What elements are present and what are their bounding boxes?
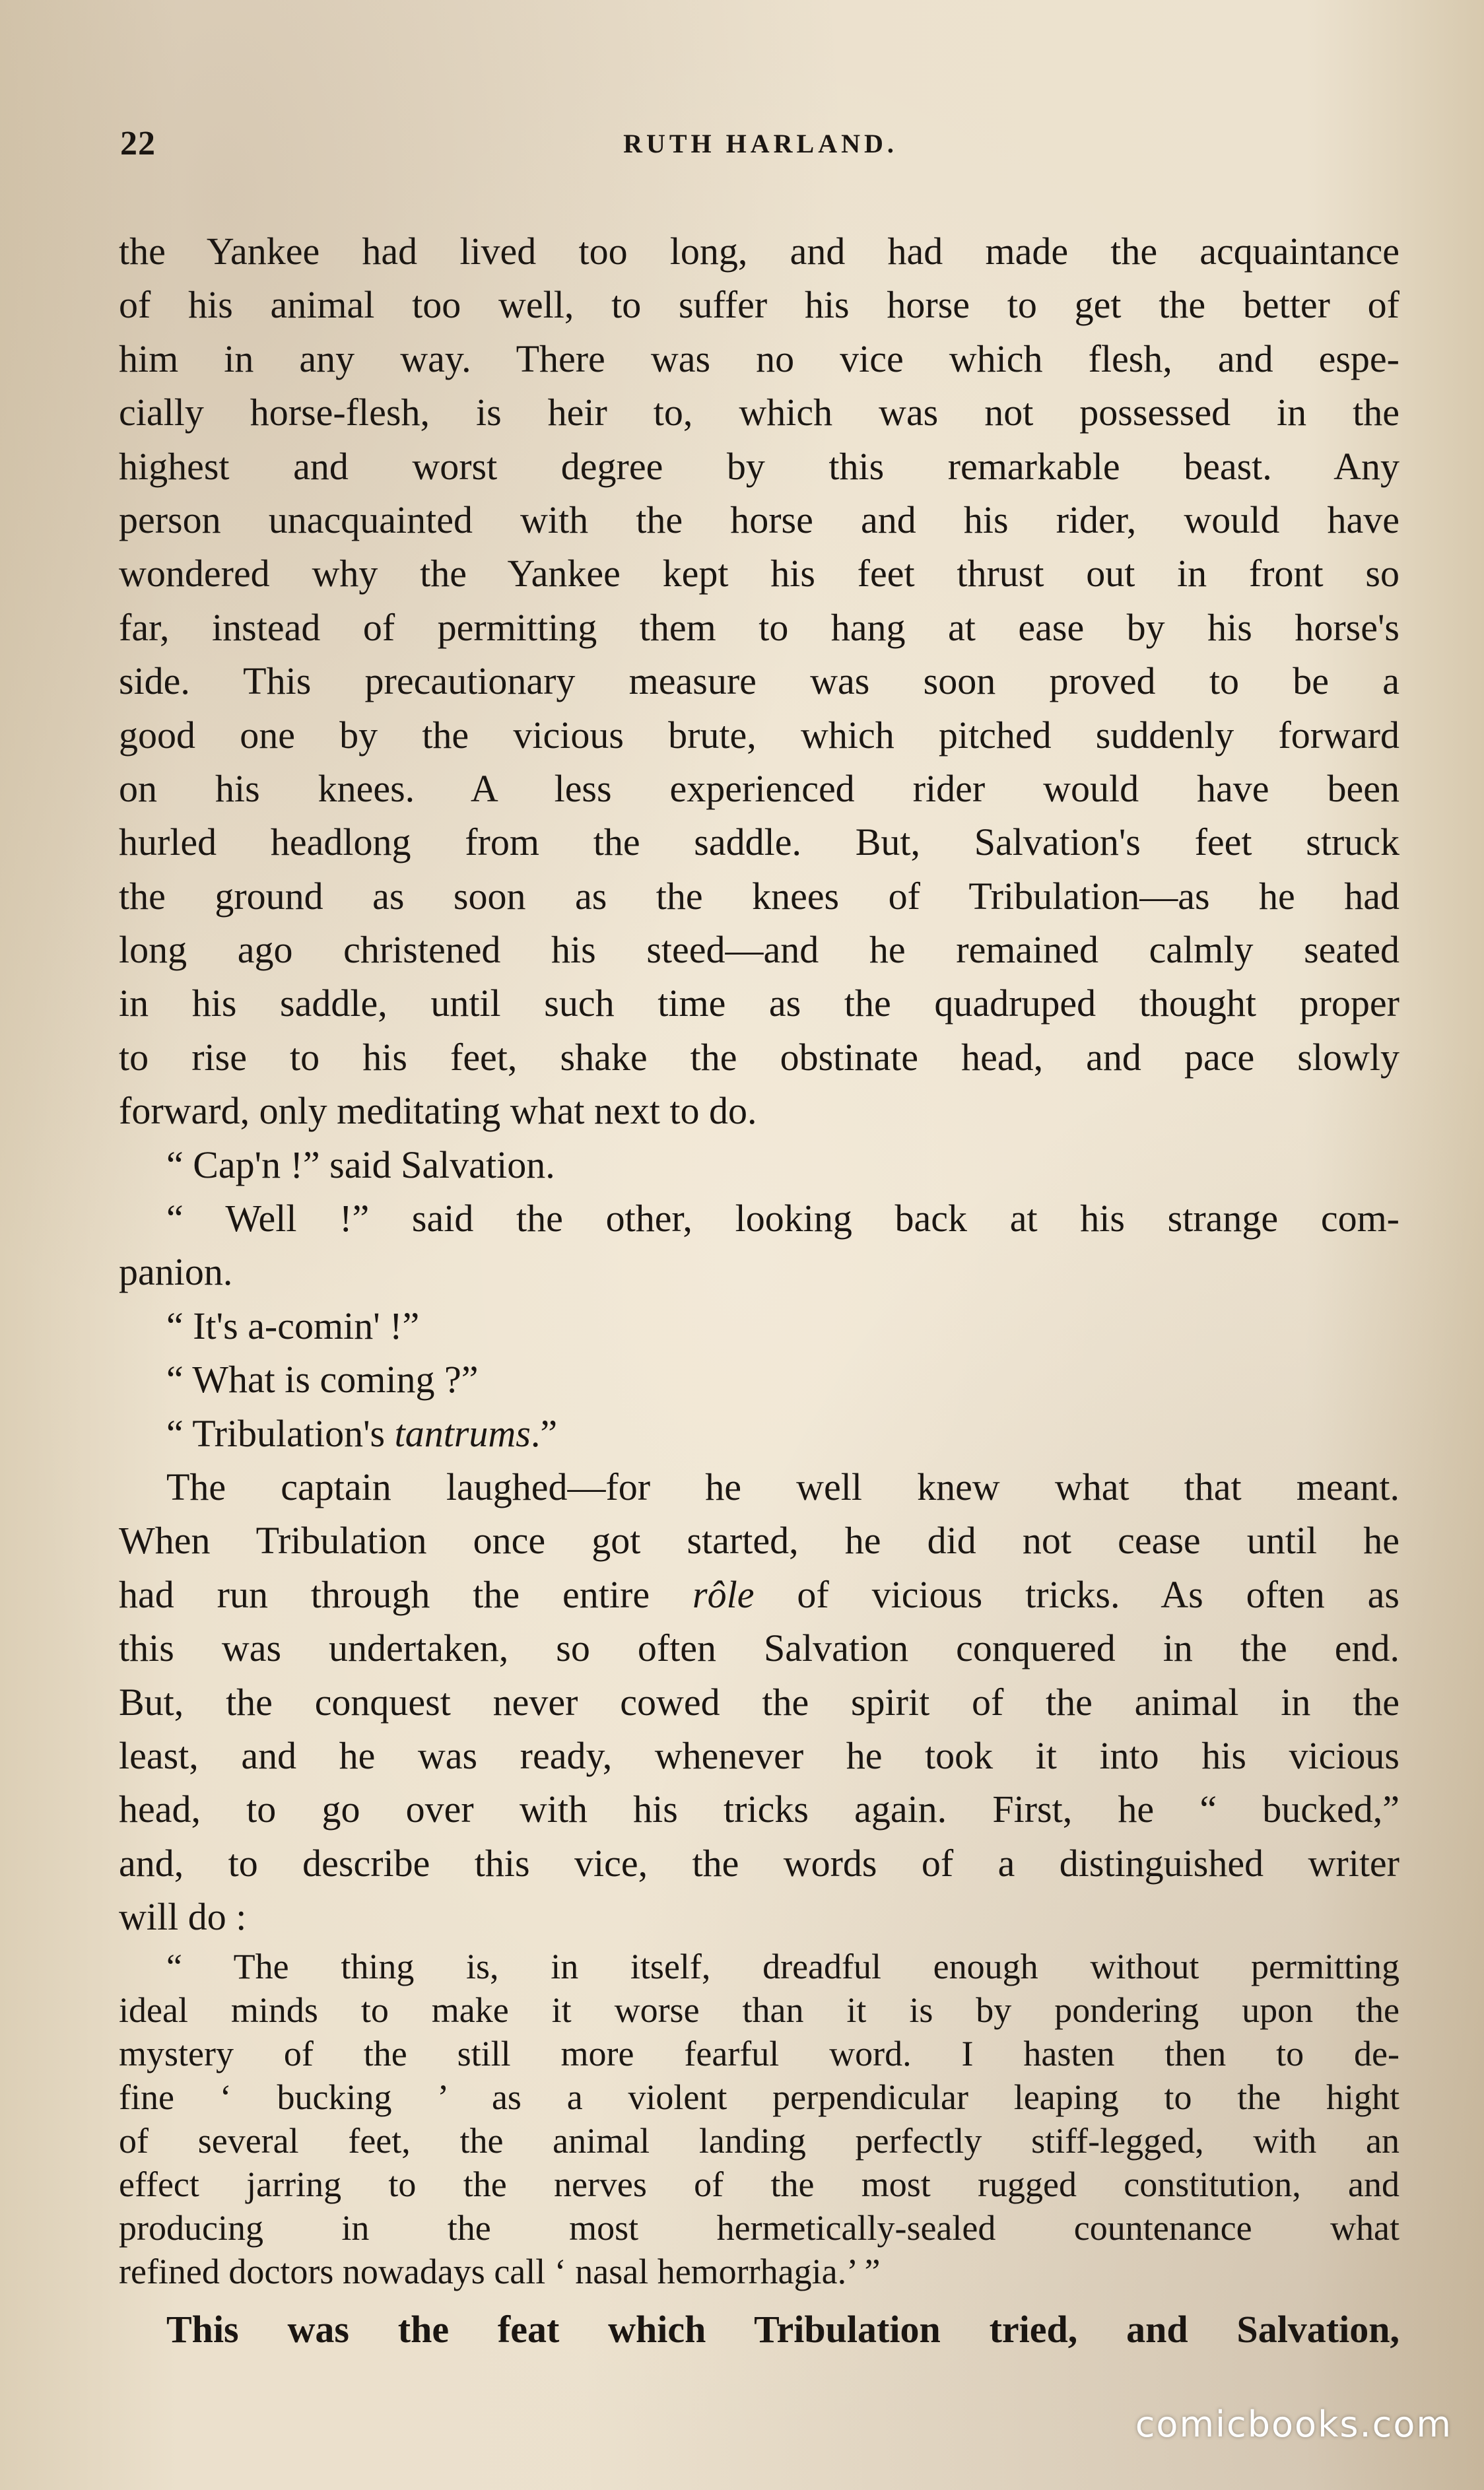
quote-line: ideal minds to make it worse than it is by pondering upon the <box>119 1990 1400 2030</box>
text-line: him in any way. There was no vice which flesh, and espe- <box>119 337 1400 380</box>
dialogue-line: “ Cap'n !” said Salvation. <box>166 1143 555 1186</box>
final-text-line <box>119 2303 1400 2356</box>
quote-line: producing in the most hermetically-sealed countenance what <box>119 2208 1400 2248</box>
text-line: side. This precautionary measure was soon proved to be a <box>119 659 1400 703</box>
quote-line: fine ‘ bucking ’ as a violent perpendicular leaping to the hight <box>119 2077 1400 2117</box>
page-header <box>120 124 1401 170</box>
text-line: far, instead of permitting them to hang at ease by his horse's <box>119 605 1400 649</box>
text-line: When Tribulation once got started, he did not cease until he <box>119 1519 1400 1563</box>
quote-line: of several feet, the animal landing perfectly stiff-legged, with an <box>119 2121 1400 2161</box>
text-line: will do : <box>119 1895 247 1939</box>
text-line: this was undertaken, so often Salvation conquered in the end. <box>119 1627 1400 1670</box>
running-head: RUTH HARLAND. <box>623 129 898 158</box>
quote-line: “ The thing is, in itself, dreadful enough without permitting <box>166 1947 1400 1986</box>
dialogue-line: “ Well !” said the other, looking back at his strange com- <box>166 1197 1400 1240</box>
quote-line: refined doctors nowadays call ‘ nasal hemorrhagia.’ ” <box>119 2252 881 2291</box>
quote-line: effect jarring to the nerves of the most rugged constitution, and <box>119 2165 1400 2204</box>
block-quote <box>119 1945 1400 2293</box>
dialogue-text: .” <box>530 1411 558 1455</box>
text-line: in his saddle, until such time as the quadruped thought proper <box>119 982 1400 1025</box>
page-number: 22 <box>120 125 156 162</box>
italic-word: tantrums <box>394 1411 531 1455</box>
text-line: wondered why the Yankee kept his feet thrust out in front so <box>119 552 1400 595</box>
text-line: least, and he was ready, whenever he took it into his vicious <box>119 1733 1400 1777</box>
text-line: good one by the vicious brute, which pitched suddenly forward <box>119 713 1400 757</box>
text-line: to rise to his feet, shake the obstinate head, and pace slowly <box>119 1035 1400 1079</box>
dialogue-line: “ What is coming ?” <box>166 1358 479 1401</box>
text-line: person unacquainted with the horse and his rider, would have <box>119 498 1400 541</box>
text-line <box>119 1568 1400 1621</box>
text-line: on his knees. A less experienced rider would have been <box>119 766 1400 810</box>
italic-word: rôle <box>692 1572 755 1616</box>
text-line: forward, only meditating what next to do. <box>119 1089 757 1133</box>
body-text <box>119 224 1400 1944</box>
dialogue-text: “ Tribulation's <box>166 1411 395 1455</box>
text-line: highest and worst degree by this remarkable beast. Any <box>119 444 1400 488</box>
text-line: head, to go over with his tricks again. First, he “ bucked,” <box>119 1788 1400 1831</box>
text-line: hurled headlong from the saddle. But, Salvation's feet struck <box>119 821 1400 864</box>
quote-line: mystery of the still more fearful word. I hasten then to de- <box>119 2034 1400 2073</box>
text-segment: of vicious tricks. As often as <box>754 1572 1400 1616</box>
dialogue-line <box>119 1407 1400 1460</box>
text-line: But, the conquest never cowed the spirit of the animal in the <box>119 1680 1400 1724</box>
text-line: and, to describe this vice, the words of a distinguished writer <box>119 1841 1400 1885</box>
watermark: comicbooks.com <box>1135 2404 1452 2445</box>
text-line: of his animal too well, to suffer his horse to get the better of <box>119 283 1400 327</box>
text-line: This was the feat which Tribulation tried, and Salvation, <box>166 2308 1400 2351</box>
text-line: panion. <box>119 1250 233 1294</box>
dialogue-line: “ It's a-comin' !” <box>166 1304 420 1347</box>
text-line: the Yankee had lived too long, and had made the acquaintance <box>119 230 1400 273</box>
text-line: cially horse-flesh, is heir to, which was not possessed in the <box>119 391 1400 434</box>
text-segment: had run through the entire <box>119 1572 693 1616</box>
text-line: long ago christened his steed—and he remained calmly seated <box>119 928 1400 972</box>
text-line: the ground as soon as the knees of Tribulation—as he had <box>119 874 1400 918</box>
text-line: The captain laughed—for he well knew what that meant. <box>166 1465 1400 1508</box>
